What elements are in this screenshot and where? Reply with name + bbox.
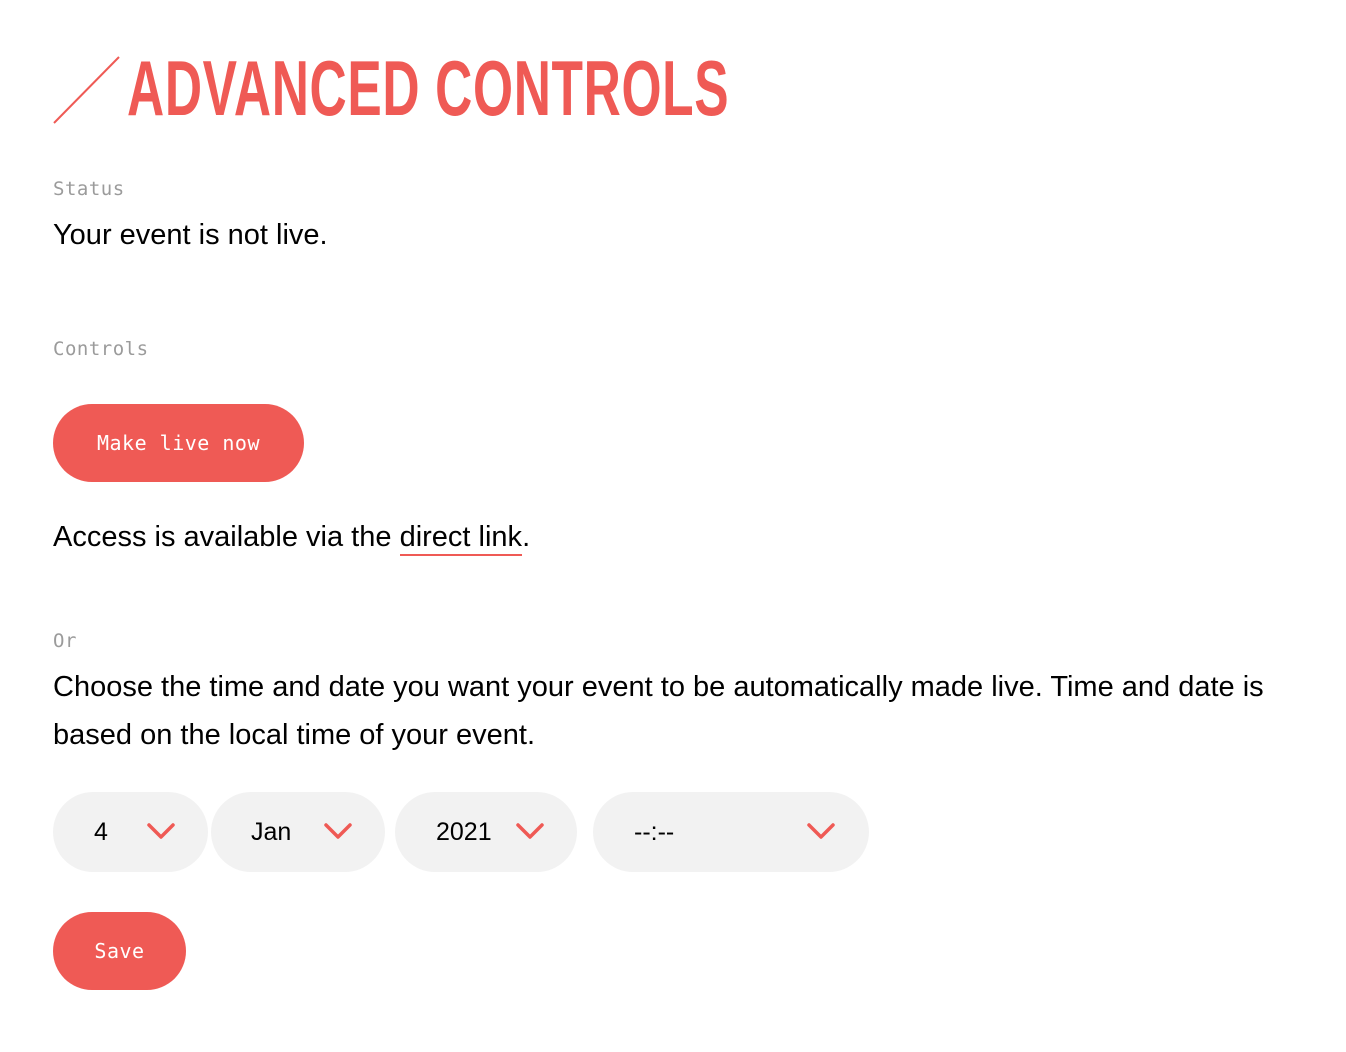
chevron-down-icon [323,820,353,842]
time-select[interactable] [593,792,869,872]
chevron-down-icon [806,820,836,842]
day-select[interactable] [53,792,208,872]
year-select-value: 2021 [436,817,492,846]
status-label: Status [53,178,125,200]
chevron-down-icon [515,820,545,842]
page-title: ADVANCED CONTROLS [127,44,730,132]
month-select-value: Jan [251,817,292,846]
page-header [53,44,1040,132]
slash-icon [53,52,121,124]
schedule-description: Choose the time and date you want your event to be automatically made live. Time and date is based on the local time of your event. [53,671,1264,751]
year-select[interactable] [395,792,577,872]
or-label: Or [53,630,77,652]
time-select-value: --:-- [634,817,675,846]
save-button[interactable]: Save [53,912,186,990]
month-select[interactable] [211,792,385,872]
access-text-suffix: . [522,521,531,553]
schedule-selects [53,792,869,872]
chevron-down-icon [146,820,176,842]
access-text [53,513,530,561]
make-live-now-button[interactable]: Make live now [53,404,304,482]
controls-label: Controls [53,338,149,360]
direct-link[interactable]: direct link [400,521,523,556]
day-select-value: 4 [94,817,108,846]
status-text: Your event is not live. [53,219,328,251]
access-text-prefix: Access is available via the [53,521,400,553]
